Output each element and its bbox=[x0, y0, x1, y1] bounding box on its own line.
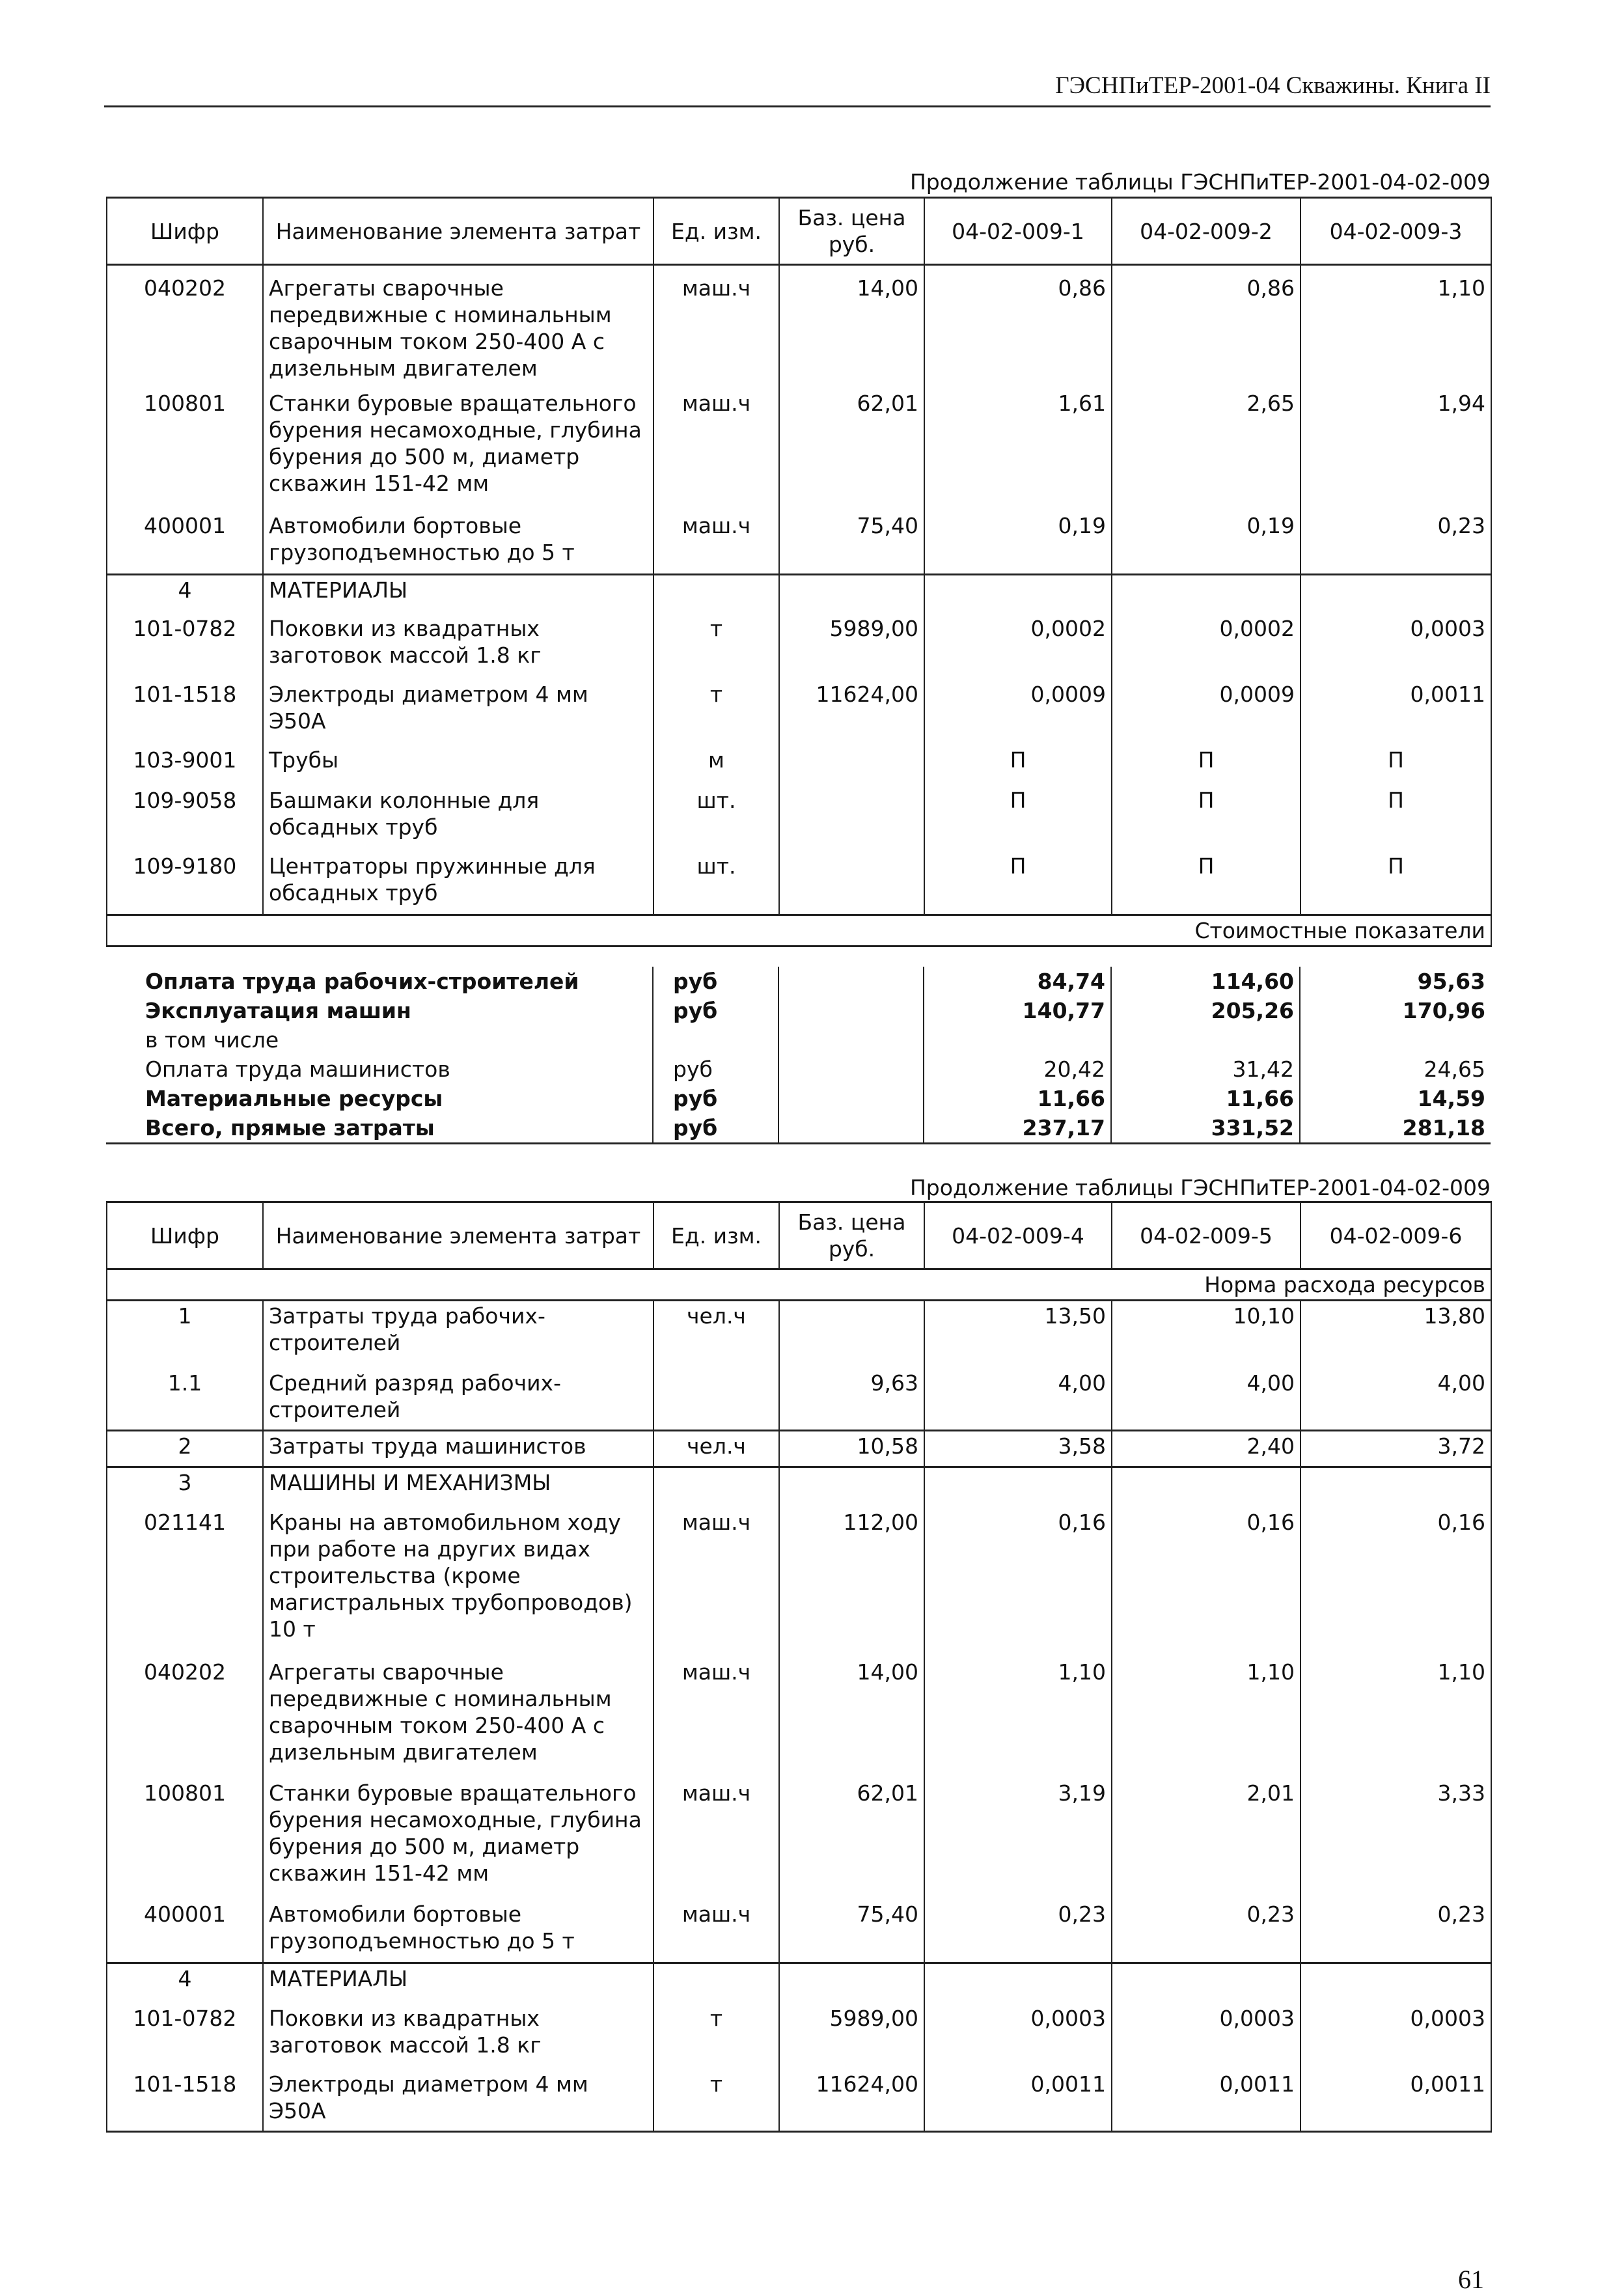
cell-value-6: 3,33 bbox=[1301, 1778, 1491, 1900]
cell-price: 9,63 bbox=[779, 1368, 924, 1431]
col-header-code: Шифр bbox=[107, 198, 263, 265]
summary-unit: руб bbox=[653, 1055, 778, 1084]
cell-price: 75,40 bbox=[779, 1900, 924, 1963]
cell-value-5: 10,10 bbox=[1112, 1301, 1301, 1368]
cell-code: 101-1518 bbox=[107, 680, 263, 745]
cell-value-6: 1,10 bbox=[1301, 1657, 1491, 1778]
cell-name: Затраты труда рабочих-строителей bbox=[263, 1301, 654, 1368]
cell-name: Затраты труда машинистов bbox=[263, 1431, 654, 1467]
cell-value-5: 1,10 bbox=[1112, 1657, 1301, 1778]
cell-value-6: 13,80 bbox=[1301, 1301, 1491, 1368]
col-header-code-2: 04-02-009-2 bbox=[1112, 198, 1301, 265]
cell-value-4: 13,50 bbox=[924, 1301, 1112, 1368]
summary-value-1: 140,77 bbox=[924, 996, 1111, 1025]
cell-value-6: 0,16 bbox=[1301, 1508, 1491, 1657]
section-title: МАТЕРИАЛЫ bbox=[263, 575, 654, 614]
cell-value-4: 0,16 bbox=[924, 1508, 1112, 1657]
table-row-machinists bbox=[107, 1431, 1491, 1467]
table-row bbox=[107, 1368, 1491, 1431]
table2-header-row bbox=[107, 1202, 1491, 1269]
col-header-price: Баз. цена руб. bbox=[779, 198, 924, 265]
cell-price: 11624,00 bbox=[779, 2069, 924, 2132]
cost-indicators-label: Стоимостные показатели bbox=[107, 915, 1491, 947]
cell-name: Поковки из квадратных заготовок массой 1.8 кг bbox=[263, 2004, 654, 2069]
col-header-code: Шифр bbox=[107, 1202, 263, 1269]
col-header-code-1: 04-02-009-1 bbox=[924, 198, 1112, 265]
cell-value-3: П bbox=[1301, 786, 1491, 851]
summary-value-3: 170,96 bbox=[1300, 996, 1491, 1025]
col-header-price: Баз. цена руб. bbox=[779, 1202, 924, 1269]
cell-unit: маш.ч bbox=[654, 265, 779, 389]
section-code: 4 bbox=[107, 575, 263, 614]
cell-price: 112,00 bbox=[779, 1508, 924, 1657]
cell-code: 040202 bbox=[107, 265, 263, 389]
summary-value-3: 14,59 bbox=[1300, 1084, 1491, 1113]
cell-unit: чел.ч bbox=[654, 1301, 779, 1368]
table-row bbox=[107, 1301, 1491, 1368]
section-row-machines bbox=[107, 1467, 1491, 1508]
cell-value-1: П bbox=[924, 851, 1112, 915]
cell-unit: т bbox=[654, 2069, 779, 2132]
cell-value-5: 0,16 bbox=[1112, 1508, 1301, 1657]
summary-row bbox=[106, 1084, 1491, 1113]
cell-unit: т bbox=[654, 2004, 779, 2069]
cell-value-2: П bbox=[1112, 851, 1301, 915]
cell-price: 11624,00 bbox=[779, 680, 924, 745]
cell-value-5: 2,40 bbox=[1112, 1431, 1301, 1467]
table-row bbox=[107, 745, 1491, 786]
cell-code: 100801 bbox=[107, 1778, 263, 1900]
cell-value-1: 0,0002 bbox=[924, 614, 1112, 680]
cell-value-2: П bbox=[1112, 745, 1301, 786]
table-row bbox=[107, 265, 1491, 389]
summary-value-3: 95,63 bbox=[1300, 967, 1491, 996]
table-row bbox=[107, 1508, 1491, 1657]
table-row bbox=[107, 614, 1491, 680]
table2 bbox=[106, 1201, 1492, 2133]
cell-value-6: 0,23 bbox=[1301, 1900, 1491, 1963]
table-row bbox=[107, 1778, 1491, 1900]
summary-value-1 bbox=[924, 1025, 1111, 1055]
cell-name: Станки буровые вращательного бурения несамоходные, глубина бурения до 500 м, диаметр скважин 151-42 мм bbox=[263, 1778, 654, 1900]
cell-unit: маш.ч bbox=[654, 389, 779, 511]
cell-name: Автомобили бортовые грузоподъемностью до 5 т bbox=[263, 511, 654, 575]
cell-name: Агрегаты сварочные передвижные с номинальным сварочным током 250-400 А с дизельным двигателем bbox=[263, 265, 654, 389]
cell-code: 2 bbox=[107, 1431, 263, 1467]
cell-value-2: 2,65 bbox=[1112, 389, 1301, 511]
cell-code: 1.1 bbox=[107, 1368, 263, 1431]
summary-value-1: 20,42 bbox=[924, 1055, 1111, 1084]
cell-value-4: 0,0003 bbox=[924, 2004, 1112, 2069]
summary-unit: руб bbox=[653, 1084, 778, 1113]
cell-value-4: 4,00 bbox=[924, 1368, 1112, 1431]
table-row bbox=[107, 1657, 1491, 1778]
summary-value-2 bbox=[1111, 1025, 1300, 1055]
cell-name: Трубы bbox=[263, 745, 654, 786]
cell-unit: чел.ч bbox=[654, 1431, 779, 1467]
summary-unit: руб bbox=[653, 1113, 778, 1144]
cell-code: 101-0782 bbox=[107, 614, 263, 680]
section-row-materials bbox=[107, 575, 1491, 614]
table-row bbox=[107, 2069, 1491, 2132]
cell-value-2: 0,0002 bbox=[1112, 614, 1301, 680]
cell-price bbox=[779, 1301, 924, 1368]
cell-value-3: 0,23 bbox=[1301, 511, 1491, 575]
cell-price bbox=[779, 851, 924, 915]
summary-value-2: 114,60 bbox=[1111, 967, 1300, 996]
cell-value-6: 0,0003 bbox=[1301, 2004, 1491, 2069]
table-row bbox=[107, 1900, 1491, 1963]
table-row bbox=[107, 2004, 1491, 2069]
summary-value-2: 31,42 bbox=[1111, 1055, 1300, 1084]
cell-value-1: П bbox=[924, 786, 1112, 851]
table1 bbox=[106, 197, 1492, 947]
cell-code: 103-9001 bbox=[107, 745, 263, 786]
cell-value-5: 0,23 bbox=[1112, 1900, 1301, 1963]
cell-value-5: 4,00 bbox=[1112, 1368, 1301, 1431]
cell-unit: маш.ч bbox=[654, 1657, 779, 1778]
cell-code: 109-9180 bbox=[107, 851, 263, 915]
cell-price: 62,01 bbox=[779, 389, 924, 511]
summary-value-1: 11,66 bbox=[924, 1084, 1111, 1113]
cost-indicators-row bbox=[107, 915, 1491, 947]
cell-value-5: 2,01 bbox=[1112, 1778, 1301, 1900]
cell-unit: т bbox=[654, 680, 779, 745]
cell-price: 5989,00 bbox=[779, 614, 924, 680]
cell-value-1: 1,61 bbox=[924, 389, 1112, 511]
cell-value-3: 1,10 bbox=[1301, 265, 1491, 389]
cell-code: 101-1518 bbox=[107, 2069, 263, 2132]
cell-unit: маш.ч bbox=[654, 1778, 779, 1900]
cell-value-5: 0,0003 bbox=[1112, 2004, 1301, 2069]
norm-section-row bbox=[107, 1269, 1491, 1301]
col-header-code-6: 04-02-009-6 bbox=[1301, 1202, 1491, 1269]
summary-value-3 bbox=[1300, 1025, 1491, 1055]
cell-name: Электроды диаметром 4 мм Э50А bbox=[263, 2069, 654, 2132]
cell-value-4: 3,58 bbox=[924, 1431, 1112, 1467]
cell-code: 101-0782 bbox=[107, 2004, 263, 2069]
summary-value-2: 331,52 bbox=[1111, 1113, 1300, 1144]
summary-value-2: 11,66 bbox=[1111, 1084, 1300, 1113]
cell-price bbox=[779, 745, 924, 786]
cell-value-3: 1,94 bbox=[1301, 389, 1491, 511]
cell-value-2: 0,0009 bbox=[1112, 680, 1301, 745]
table-row bbox=[107, 389, 1491, 511]
cell-unit: маш.ч bbox=[654, 1508, 779, 1657]
section-row-materials bbox=[107, 1963, 1491, 2004]
header-title: ГЭСНПиТЕР-2001-04 Скважины. Книга II bbox=[1055, 72, 1491, 99]
summary-label: Эксплуатация машин bbox=[145, 998, 411, 1023]
cell-value-3: П bbox=[1301, 745, 1491, 786]
summary-unit bbox=[653, 1025, 778, 1055]
table1-continuation-caption: Продолжение таблицы ГЭСНПиТЕР-2001-04-02-009 bbox=[909, 169, 1491, 195]
cell-value-4: 3,19 bbox=[924, 1778, 1112, 1900]
table-row bbox=[107, 786, 1491, 851]
cell-value-1: 0,86 bbox=[924, 265, 1112, 389]
cell-code: 100801 bbox=[107, 389, 263, 511]
cell-value-3: 0,0003 bbox=[1301, 614, 1491, 680]
summary-value-1: 84,74 bbox=[924, 967, 1111, 996]
col-header-unit: Ед. изм. bbox=[654, 198, 779, 265]
summary-unit: руб bbox=[653, 996, 778, 1025]
summary-row bbox=[106, 967, 1491, 996]
cell-value-2: 0,86 bbox=[1112, 265, 1301, 389]
cell-name: Электроды диаметром 4 мм Э50А bbox=[263, 680, 654, 745]
section-title: МАШИНЫ И МЕХАНИЗМЫ bbox=[263, 1467, 654, 1508]
norm-section-label: Норма расхода ресурсов bbox=[107, 1269, 1491, 1301]
cell-unit: шт. bbox=[654, 851, 779, 915]
cell-price: 10,58 bbox=[779, 1431, 924, 1467]
cell-code: 021141 bbox=[107, 1508, 263, 1657]
cell-value-4: 1,10 bbox=[924, 1657, 1112, 1778]
cell-unit bbox=[654, 1368, 779, 1431]
cell-code: 1 bbox=[107, 1301, 263, 1368]
cell-name: Башмаки колонные для обсадных труб bbox=[263, 786, 654, 851]
cell-value-2: 0,19 bbox=[1112, 511, 1301, 575]
cell-value-4: 0,0011 bbox=[924, 2069, 1112, 2132]
cell-value-1: 0,19 bbox=[924, 511, 1112, 575]
cell-code: 400001 bbox=[107, 511, 263, 575]
section-code: 4 bbox=[107, 1963, 263, 2004]
cell-value-3: 0,0011 bbox=[1301, 680, 1491, 745]
table1-header-row bbox=[107, 198, 1491, 265]
summary-value-3: 281,18 bbox=[1300, 1113, 1491, 1144]
summary-row bbox=[106, 1025, 1491, 1055]
summary-value-1: 237,17 bbox=[924, 1113, 1111, 1144]
cell-value-6: 4,00 bbox=[1301, 1368, 1491, 1431]
cell-name: Агрегаты сварочные передвижные с номинальным сварочным током 250-400 А с дизельным двигателем bbox=[263, 1657, 654, 1778]
cell-price: 14,00 bbox=[779, 1657, 924, 1778]
col-header-code-3: 04-02-009-3 bbox=[1301, 198, 1491, 265]
summary-row bbox=[106, 996, 1491, 1025]
cell-value-6: 3,72 bbox=[1301, 1431, 1491, 1467]
summary-unit: руб bbox=[653, 967, 778, 996]
cell-value-3: П bbox=[1301, 851, 1491, 915]
cell-unit: т bbox=[654, 614, 779, 680]
cell-value-6: 0,0011 bbox=[1301, 2069, 1491, 2132]
summary-label: Оплата труда машинистов bbox=[145, 1057, 450, 1082]
cell-name: Автомобили бортовые грузоподъемностью до 5 т bbox=[263, 1900, 654, 1963]
table2-continuation-caption: Продолжение таблицы ГЭСНПиТЕР-2001-04-02-009 bbox=[909, 1175, 1491, 1200]
summary-row bbox=[106, 1055, 1491, 1084]
cell-value-1: 0,0009 bbox=[924, 680, 1112, 745]
summary-label: Материальные ресурсы bbox=[145, 1086, 443, 1111]
cell-value-5: 0,0011 bbox=[1112, 2069, 1301, 2132]
cell-price: 5989,00 bbox=[779, 2004, 924, 2069]
summary-value-3: 24,65 bbox=[1300, 1055, 1491, 1084]
cell-name: Краны на автомобильном ходу при работе на других видах строительства (кроме магистральных трубопроводов) 10 т bbox=[263, 1508, 654, 1657]
cell-price: 62,01 bbox=[779, 1778, 924, 1900]
table-row bbox=[107, 851, 1491, 915]
section-code: 3 bbox=[107, 1467, 263, 1508]
cell-unit: маш.ч bbox=[654, 511, 779, 575]
table-row bbox=[107, 680, 1491, 745]
cell-unit: шт. bbox=[654, 786, 779, 851]
cell-code: 400001 bbox=[107, 1900, 263, 1963]
summary-row-total bbox=[106, 1113, 1491, 1144]
cell-name: Центраторы пружинные для обсадных труб bbox=[263, 851, 654, 915]
col-header-code-5: 04-02-009-5 bbox=[1112, 1202, 1301, 1269]
col-header-name: Наименование элемента затрат bbox=[263, 198, 654, 265]
page-number: 61 bbox=[1458, 2265, 1484, 2294]
cell-code: 040202 bbox=[107, 1657, 263, 1778]
summary-table bbox=[106, 967, 1491, 1144]
page-header bbox=[104, 73, 1491, 107]
cell-unit: маш.ч bbox=[654, 1900, 779, 1963]
cell-name: Поковки из квадратных заготовок массой 1.8 кг bbox=[263, 614, 654, 680]
section-title: МАТЕРИАЛЫ bbox=[263, 1963, 654, 2004]
col-header-unit: Ед. изм. bbox=[654, 1202, 779, 1269]
cell-value-4: 0,23 bbox=[924, 1900, 1112, 1963]
summary-value-2: 205,26 bbox=[1111, 996, 1300, 1025]
cell-price: 75,40 bbox=[779, 511, 924, 575]
cell-name: Станки буровые вращательного бурения несамоходные, глубина бурения до 500 м, диаметр скважин 151-42 мм bbox=[263, 389, 654, 511]
cell-value-1: П bbox=[924, 745, 1112, 786]
cell-price bbox=[779, 786, 924, 851]
cell-name: Средний разряд рабочих-строителей bbox=[263, 1368, 654, 1431]
col-header-code-4: 04-02-009-4 bbox=[924, 1202, 1112, 1269]
summary-label: Оплата труда рабочих-строителей bbox=[145, 969, 579, 994]
cell-value-2: П bbox=[1112, 786, 1301, 851]
table-row bbox=[107, 511, 1491, 575]
summary-label: в том числе bbox=[145, 1027, 279, 1053]
summary-label: Всего, прямые затраты bbox=[106, 1113, 653, 1144]
col-header-name: Наименование элемента затрат bbox=[263, 1202, 654, 1269]
cell-price: 14,00 bbox=[779, 265, 924, 389]
cell-code: 109-9058 bbox=[107, 786, 263, 851]
cell-unit: м bbox=[654, 745, 779, 786]
